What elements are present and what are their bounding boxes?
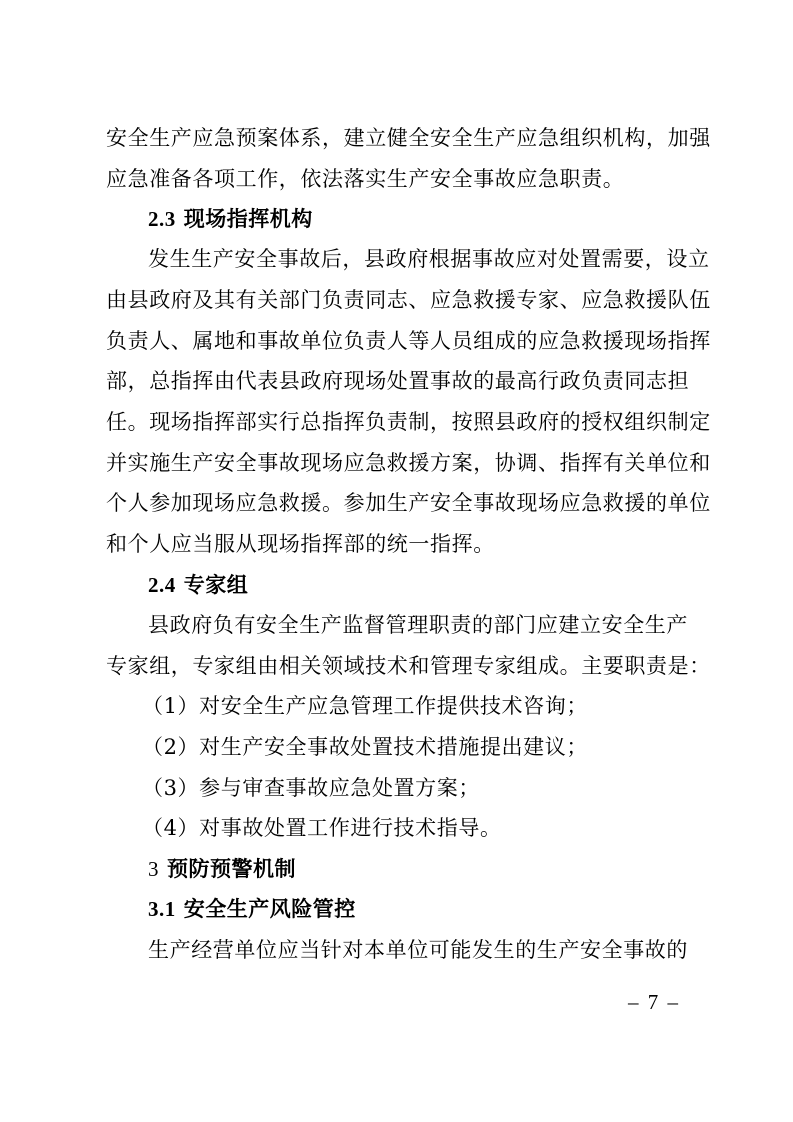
section-title: 预防预警机制: [167, 857, 296, 881]
paragraph-line: 任。现场指挥部实行总指挥负责制，按照县政府的授权组织制定: [106, 410, 711, 434]
paragraph-line: 并实施生产安全事故现场应急救援方案，协调、指挥有关单位和: [106, 451, 711, 475]
section-number: 3.1: [148, 897, 176, 921]
paragraph-line: 部，总指挥由代表县政府现场处置事故的最高行政负责同志担: [106, 369, 690, 393]
list-item: （4）对事故处置工作进行技术指导。: [142, 816, 502, 840]
paragraph-line: 发生生产安全事故后，县政府根据事故应对处置需要，设立: [148, 247, 710, 271]
paragraph-line: 县政府负有安全生产监督管理职责的部门应建立安全生产: [148, 613, 688, 637]
section-heading-2-4: [148, 571, 690, 599]
section-number: 3: [148, 857, 159, 881]
section-title: 安全生产风险管控: [183, 897, 356, 921]
paragraph-line: 安全生产应急预案体系，建立健全安全生产应急组织机构，加强: [106, 126, 711, 150]
section-number: 2.4: [148, 573, 176, 597]
section-title: 现场指挥机构: [183, 207, 313, 231]
list-item: （3）参与审查事故应急处置方案；: [142, 776, 480, 800]
section-heading-3: [148, 855, 690, 883]
paragraph-line: 负责人、属地和事故单位负责人等人员组成的应急救援现场指挥: [106, 329, 711, 353]
list-item: （1）对安全生产应急管理工作提供技术咨询；: [142, 694, 588, 718]
section-title: 专家组: [183, 573, 249, 597]
list-item: （2）对生产安全事故处置技术措施提出建议；: [142, 735, 588, 759]
page-number: – 7 –: [628, 990, 680, 1014]
paragraph-line: 和个人应当服从现场指挥部的统一指挥。: [106, 532, 495, 556]
section-number: 2.3: [148, 207, 176, 231]
paragraph-line: 专家组，专家组由相关领域技术和管理专家组成。主要职责是：: [106, 654, 711, 678]
paragraph-line: 生产经营单位应当针对本单位可能发生的生产安全事故的: [148, 938, 688, 962]
paragraph-line: 由县政府及其有关部门负责同志、应急救援专家、应急救援队伍: [106, 288, 711, 312]
paragraph-line: 个人参加现场应急救援。参加生产安全事故现场应急救援的单位: [106, 491, 711, 515]
section-heading-3-1: [148, 895, 690, 923]
section-heading-2-3: [148, 205, 690, 233]
paragraph-line: 应急准备各项工作，依法落实生产安全事故应急职责。: [106, 167, 625, 191]
